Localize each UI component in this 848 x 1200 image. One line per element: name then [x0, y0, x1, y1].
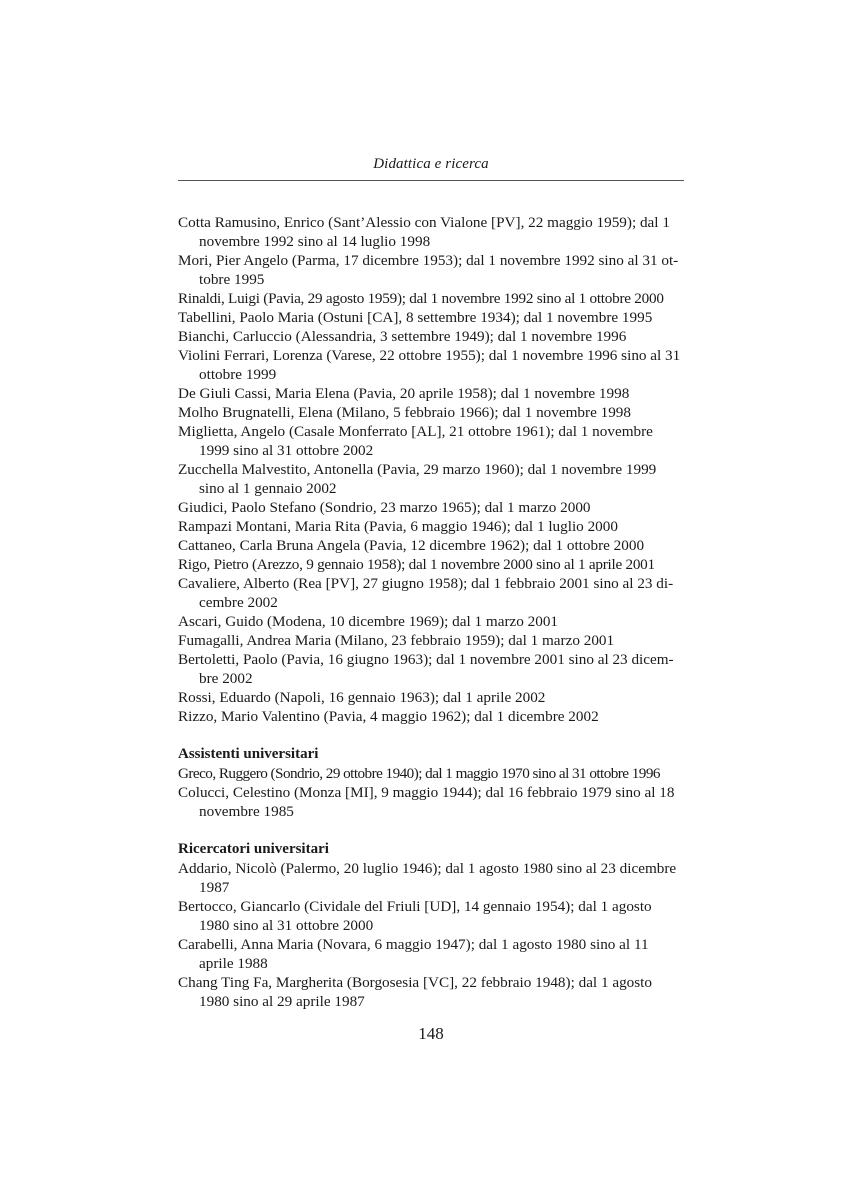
list-entry: Addario, Nicolò (Palermo, 20 luglio 1946); dal 1 agosto 1980 sino al 23 dicembre 1987: [178, 860, 677, 896]
list-entry: Rizzo, Mario Valentino (Pavia, 4 maggio 1962); dal 1 dicembre 2002: [178, 708, 599, 725]
list-entry: Bertocco, Giancarlo (Cividale del Friuli [UD], 14 gennaio 1954); dal 1 agosto 1980 sino al 31 ottobre 2000: [178, 898, 652, 934]
page-number: 148: [418, 1024, 444, 1043]
list-entry: Zucchella Malvestito, Antonella (Pavia, 29 marzo 1960); dal 1 novembre 1999 sino al 1 gennaio 2002: [178, 461, 657, 497]
section-title-assistenti: Assistenti universitari: [178, 746, 319, 762]
list-entry: Colucci, Celestino (Monza [MI], 9 maggio 1944); dal 16 febbraio 1979 sino al 18 novembre 1985: [178, 784, 675, 820]
list-entry: Rampazi Montani, Maria Rita (Pavia, 6 maggio 1946); dal 1 luglio 2000: [178, 518, 618, 535]
list-entry: Carabelli, Anna Maria (Novara, 6 maggio 1947); dal 1 agosto 1980 sino al 11 aprile 1988: [178, 936, 649, 972]
header-divider: [178, 180, 684, 181]
list-entry: Bertoletti, Paolo (Pavia, 16 giugno 1963); dal 1 novembre 2001 sino al 23 dicem- bre 2002: [178, 651, 674, 687]
list-entry: Rigo, Pietro (Arezzo, 9 gennaio 1958); dal 1 novembre 2000 sino al 1 aprile 2001: [178, 556, 655, 573]
list-entry: Fumagalli, Andrea Maria (Milano, 23 febbraio 1959); dal 1 marzo 2001: [178, 632, 615, 649]
list-entry: Cavaliere, Alberto (Rea [PV], 27 giugno 1958); dal 1 febbraio 2001 sino al 23 di- cembre 2002: [178, 575, 674, 611]
section-title-ricercatori: Ricercatori universitari: [178, 841, 329, 857]
list-entry: Mori, Pier Angelo (Parma, 17 dicembre 1953); dal 1 novembre 1992 sino al 31 ot- tobre 1995: [178, 252, 679, 288]
list-entry: Miglietta, Angelo (Casale Monferrato [AL], 21 ottobre 1961); dal 1 novembre 1999 sino al 31 ottobre 2002: [178, 423, 653, 459]
list-entry: De Giuli Cassi, Maria Elena (Pavia, 20 aprile 1958); dal 1 novembre 1998: [178, 385, 630, 402]
list-entry: Violini Ferrari, Lorenza (Varese, 22 ottobre 1955); dal 1 novembre 1996 sino al 31 ottobre 1999: [178, 347, 681, 383]
list-entry: Rinaldi, Luigi (Pavia, 29 agosto 1959); dal 1 novembre 1992 sino al 1 ottobre 2000: [178, 290, 664, 307]
docenti-list: [178, 213, 684, 726]
list-entry: Tabellini, Paolo Maria (Ostuni [CA], 8 settembre 1934); dal 1 novembre 1995: [178, 309, 653, 326]
list-entry: Bianchi, Carluccio (Alessandria, 3 settembre 1949); dal 1 novembre 1996: [178, 328, 627, 345]
list-entry: Molho Brugnatelli, Elena (Milano, 5 febbraio 1966); dal 1 novembre 1998: [178, 404, 631, 421]
assistenti-list: [178, 764, 684, 821]
page-body: [178, 213, 684, 1011]
list-entry: Chang Ting Fa, Margherita (Borgosesia [VC], 22 febbraio 1948); dal 1 agosto 1980 sino al 29 aprile 1987: [178, 974, 652, 1010]
list-entry: Ascari, Guido (Modena, 10 dicembre 1969); dal 1 marzo 2001: [178, 613, 559, 630]
list-entry: Rossi, Eduardo (Napoli, 16 gennaio 1963); dal 1 aprile 2002: [178, 689, 546, 706]
running-head: Didattica e ricerca: [373, 156, 489, 172]
list-entry: Cattaneo, Carla Bruna Angela (Pavia, 12 dicembre 1962); dal 1 ottobre 2000: [178, 537, 645, 554]
list-entry: Giudici, Paolo Stefano (Sondrio, 23 marzo 1965); dal 1 marzo 2000: [178, 499, 591, 516]
ricercatori-list: [178, 859, 684, 1011]
list-entry: Cotta Ramusino, Enrico (Sant’Alessio con Vialone [PV], 22 maggio 1959); dal 1 novembre 1992 sino al 14 luglio 1998: [178, 214, 670, 250]
list-entry: Greco, Ruggero (Sondrio, 29 ottobre 1940); dal 1 maggio 1970 sino al 31 ottobre 1996: [178, 765, 660, 782]
